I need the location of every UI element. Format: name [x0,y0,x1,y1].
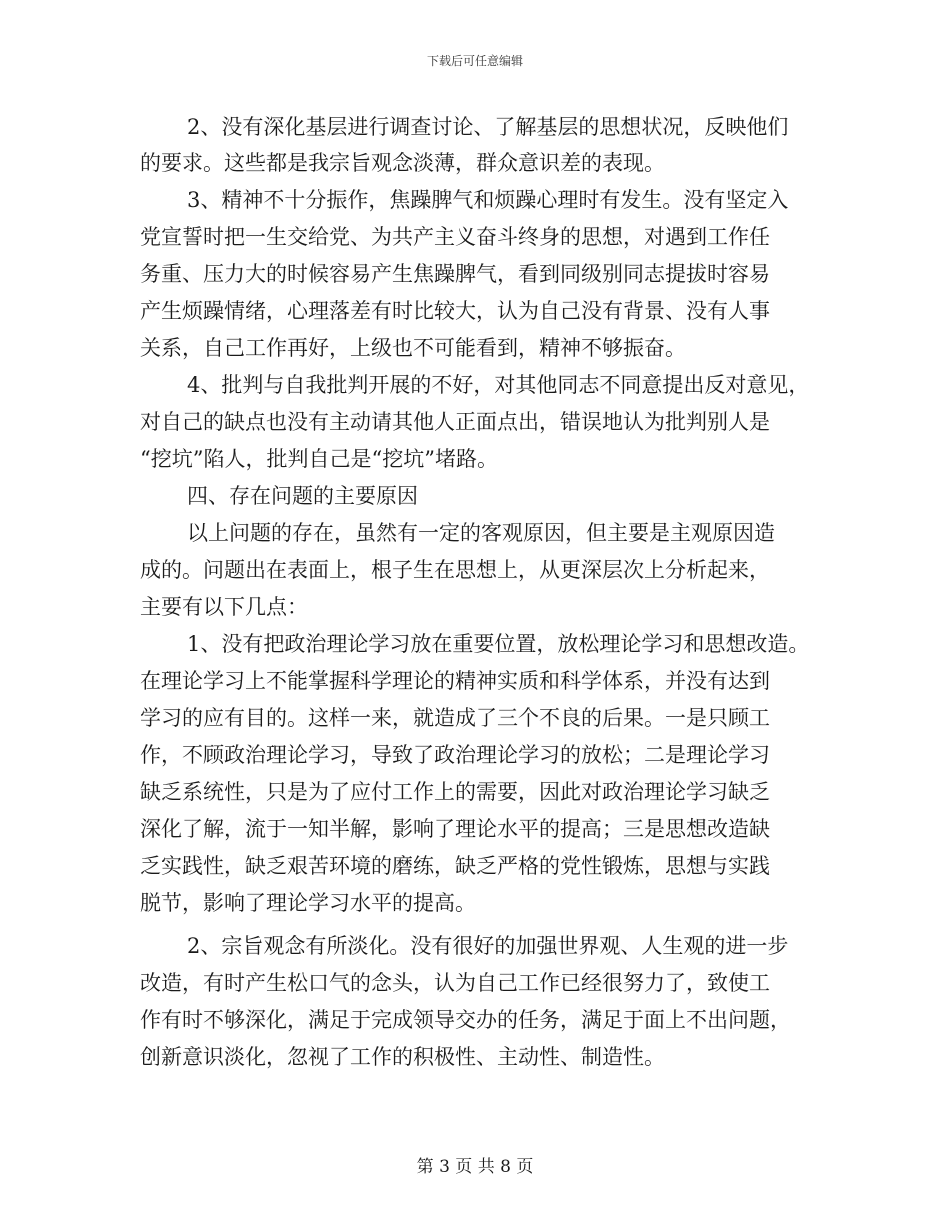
body-line: 作，不顾政治理论学习，导致了政治理论学习的放松；二是理论学习 [140,743,770,767]
body-line: 党宣誓时把一生交给党、为共产主义奋斗终身的思想，对遇到工作任 [140,225,770,249]
body-line: 对自己的缺点也没有主动请其他人正面点出，错误地认为批判别人是 [140,410,770,434]
body-line: 作有时不够深化，满足于完成领导交办的任务，满足于面上不出问题， [140,1008,791,1032]
body-line: 2、宗旨观念有所淡化。没有很好的加强世界观、人生观的进一步 [187,934,789,958]
body-line: “挖坑”陷人，批判自己是“挖坑”堵路。 [140,447,498,471]
body-line: 务重、压力大的时候容易产生焦躁脾气，看到同级别同志提拔时容易 [140,262,770,286]
body-line: 改造，有时产生松口气的念头，认为自己工作已经很努力了，致使工 [140,971,770,995]
body-line: 产生烦躁情绪，心理落差有时比较大，认为自己没有背景、没有人事 [140,299,770,323]
body-line: 脱节，影响了理论学习水平的提高。 [140,891,476,915]
body-line: 2、没有深化基层进行调查讨论、了解基层的思想状况，反映他们 [187,115,789,139]
body-line: 乏实践性，缺乏艰苦环境的磨练，缺乏严格的党性锻炼，思想与实践 [140,854,770,878]
page-number: 第 3 页 共 8 页 [416,1157,534,1177]
body-line: 缺乏系统性，只是为了应付工作上的需要，因此对政治理论学习缺乏 [140,780,770,804]
body-line: 关系，自己工作再好，上级也不可能看到，精神不够振奋。 [140,336,686,360]
body-line: 3、精神不十分振作，焦躁脾气和烦躁心理时有发生。没有坚定入 [187,188,789,212]
body-line: 1、没有把政治理论学习放在重要位置，放松理论学习和思想改造。 [187,632,810,656]
body-line: 的要求。这些都是我宗旨观念淡薄，群众意识差的表现。 [140,151,665,175]
body-line: 深化了解，流于一知半解，影响了理论水平的提高；三是思想改造缺 [140,817,770,841]
body-line: 以上问题的存在，虽然有一定的客观原因，但主要是主观原因造 [187,521,775,545]
body-line: 成的。问题出在表面上，根子生在思想上，从更深层次上分析起来， [140,558,770,582]
page-header: 下载后可任意编辑 [426,54,523,68]
body-line: 学习的应有目的。这样一来，就造成了三个不良的后果。一是只顾工 [140,706,770,730]
section-heading: 四、存在问题的主要原因 [187,484,418,508]
body-line: 在理论学习上不能掌握科学理论的精神实质和科学体系，并没有达到 [140,669,770,693]
body-line: 创新意识淡化，忽视了工作的积极性、主动性、制造性。 [140,1045,665,1069]
body-line: 4、批判与自我批判开展的不好，对其他同志不同意提出反对意见， [187,373,810,397]
body-line: 主要有以下几点： [140,595,308,619]
